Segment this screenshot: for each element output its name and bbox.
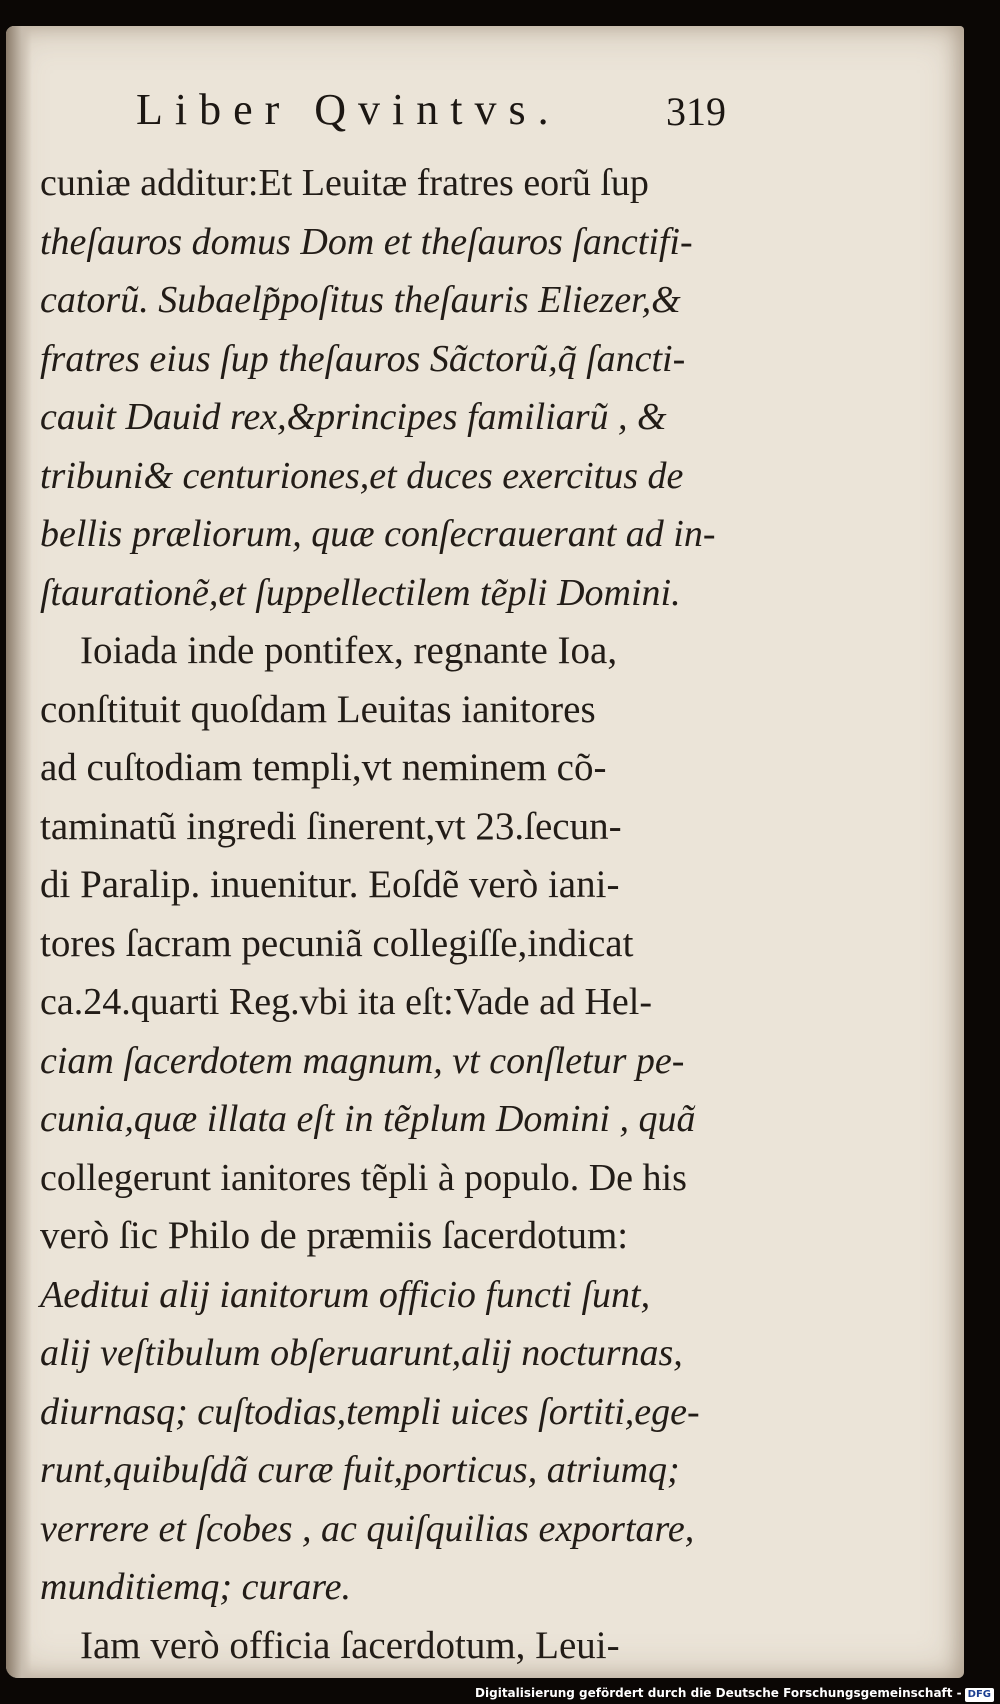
- text-line: cuniæ additur:Et Leuitæ fratres eorũ ſup: [40, 162, 649, 204]
- text-line: fratres eius ſup theſauros Sãctorũ,q̃ ſancti-: [40, 337, 686, 380]
- dfg-logo: DFG: [965, 1688, 994, 1702]
- text-line: collegerunt ianitores tẽpli à populo. De his: [40, 1156, 687, 1199]
- text-line: verò ſic Philo de præmiis ſacerdotum:: [40, 1214, 629, 1257]
- text-line: ad cuſtodiam templi,vt neminem cõ-: [40, 746, 607, 789]
- text-line: verrere et ſcobes , ac quiſquilias exportare,: [40, 1507, 695, 1550]
- text-line: cunia,quæ illata eſt in tẽplum Domini , quã: [40, 1098, 696, 1140]
- text-line: bellis præliorum, quæ conſecrauerant ad in-: [40, 513, 716, 555]
- text-line: munditiemq; curare.: [40, 1566, 351, 1608]
- text-line: tores ſacram pecuniã collegiſſe,indicat: [40, 921, 634, 965]
- text-line: theſauros domus Dom et theſauros ſanctifi-: [40, 220, 693, 263]
- digitization-credit: [475, 1682, 994, 1704]
- text-line: alij veſtibulum obſeruarunt,alij nocturnas,: [40, 1332, 683, 1374]
- text-line: ſtaurationẽ,et ſuppellectilem tẽpli Domini.: [40, 571, 681, 614]
- page-number: 319: [666, 89, 726, 134]
- book-page: [6, 26, 964, 1678]
- running-title: Liber Qvintvs.: [136, 85, 561, 134]
- page-gutter: [6, 26, 32, 1678]
- text-line: tribuni& centuriones,et duces exercitus de: [40, 454, 684, 497]
- text-line: Aeditui alij ianitorum officio functi ſunt,: [40, 1273, 651, 1316]
- text-block: [40, 154, 740, 1675]
- text-line: di Paralip. inuenitur. Eoſdẽ verò iani-: [40, 863, 620, 906]
- text-line: Ioiada inde pontifex, regnante Ioa,: [80, 629, 618, 672]
- text-line: runt,quibuſdã curæ fuit,porticus, atriumq;: [40, 1449, 680, 1491]
- credit-text: Digitalisierung gefördert durch die Deutsche Forschungsgemeinschaft -: [475, 1686, 962, 1700]
- text-line: cauit Dauid rex,&principes familiarũ , &: [40, 396, 667, 438]
- text-line: diurnasq; cuſtodias,templi uices ſortiti,ege-: [40, 1390, 700, 1433]
- text-line: ciam ſacerdotem magnum, vt conſletur pe-: [40, 1039, 685, 1082]
- text-line: conſtituit quoſdam Leuitas ianitores: [40, 687, 596, 731]
- text-line: Iam verò officia ſacerdotum, Leui-: [80, 1623, 620, 1667]
- text-line: catorũ. Subaelp̃poſitus theſauris Eliezer,&: [40, 279, 681, 321]
- text-line: taminatũ ingredi ſinerent,vt 23.ſecun-: [40, 804, 622, 848]
- text-line: ca.24.quarti Reg.vbi ita eſt:Vade ad Hel-: [40, 981, 653, 1023]
